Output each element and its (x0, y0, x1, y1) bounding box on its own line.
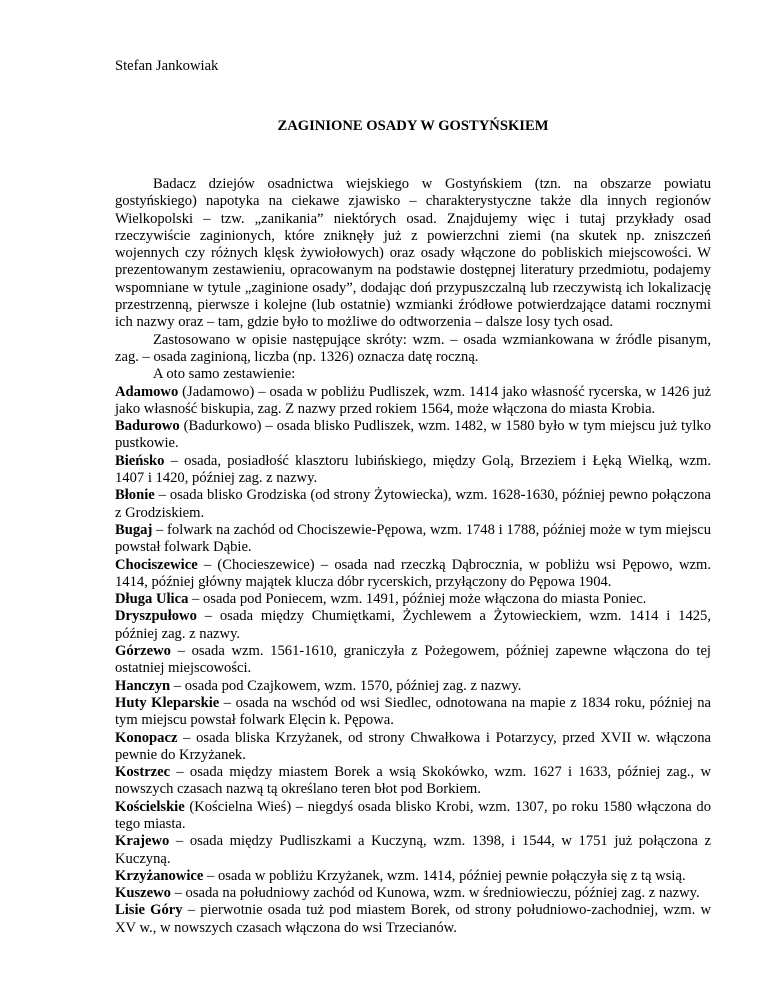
list-item (115, 678, 711, 695)
page-title: ZAGINIONE OSADY W GOSTYŃSKIEM (277, 118, 549, 134)
entry-name: Krajewo (115, 833, 170, 850)
list-item (115, 695, 711, 730)
entry-description: (Badurkowo) – osada blisko Pudliszek, wzm. 1482, w 1580 było w tym miejscu już tylko pustkowie. (115, 418, 711, 452)
entry-description: – osada pod Poniecem, wzm. 1491, później może włączona do miasta Poniec. (188, 591, 647, 608)
list-item (115, 833, 711, 868)
list-item (115, 522, 711, 557)
list-item (115, 902, 711, 937)
entry-name: Dryszpułowo (115, 608, 197, 625)
list-item (115, 764, 711, 799)
list-item (115, 384, 711, 419)
entry-name: Kościelskie (115, 798, 185, 815)
list-intro-paragraph: A oto samo zestawienie: (153, 366, 296, 383)
entry-name: Hanczyn (115, 677, 171, 694)
entry-name: Lisie Góry (115, 902, 183, 919)
document-page (115, 56, 711, 937)
entry-description: – osada na wschód od wsi Siedlec, odnotowana na mapie z 1834 roku, później na tym miejscu powstał folwark Elęcin k. Pępowa. (115, 694, 711, 729)
entry-description: – (Chocieszewice) – osada nad rzeczką Dąbrocznia, w pobliżu wsi Pępowo, wzm. 1414, później główny majątek klucza dóbr rycerskich, przyłączony do Pępowa 1904. (115, 556, 711, 590)
list-item (115, 885, 711, 902)
list-item (115, 591, 711, 608)
entry-name: Badurowo (115, 418, 180, 435)
list-item (115, 557, 711, 592)
entry-description: – osada, posiadłość klasztoru lubińskiego, między Golą, Brzeziem i Łęką Wielką, wzm. 1407 i 1420, później zag. z nazwy. (115, 452, 711, 487)
entries-list (115, 384, 711, 938)
list-item (115, 453, 711, 488)
entry-description: – osada wzm. 1561-1610, graniczyła z Pożegowem, później zapewne włączona do tej ostatniej miejscowości. (115, 643, 711, 677)
entry-description: – osada między Chumiętkami, Żychlewem a Żytowieckiem, wzm. 1414 i 1425, później zag. z nazwy. (115, 608, 711, 642)
entry-name: Bugaj (115, 521, 153, 538)
entry-description: – osada w pobliżu Krzyżanek, wzm. 1414, później pewnie połączyła się z tą wsią. (203, 867, 686, 884)
list-item (115, 643, 711, 678)
author-name: Stefan Jankowiak (115, 58, 219, 74)
entry-name: Kuszewo (115, 885, 171, 902)
entry-name: Konopacz (115, 729, 178, 746)
entry-name: Krzyżanowice (115, 867, 204, 884)
entry-description: – osada między miastem Borek a wsią Skokówko, wzm. 1627 i 1633, później zag., w nowszych czasach nazwą tą określano teren błot pod Borkiem. (115, 764, 711, 798)
list-item (115, 418, 711, 453)
entry-description: – osada blisko Grodziska (od strony Żytowiecka), wzm. 1628-1630, później pewno połączona z Grodziskiem. (115, 487, 711, 521)
list-item (115, 799, 711, 834)
entry-description: (Jadamowo) – osada w pobliżu Pudliszek, wzm. 1414 jako własność rycerska, w 1426 już jako własność biskupia, zag. Z nazwy przed rokiem 1564, może włączona do miasta Krobia. (115, 383, 711, 417)
entry-description: – folwark na zachód od Chociszewie-Pępowa, wzm. 1748 i 1788, później może w tym miejscu powstał folwark Dąbie. (115, 521, 711, 556)
entry-description: – osada bliska Krzyżanek, od strony Chwałkowa i Potarzycy, przed XVII w. włączona pewnie do Krzyżanek. (115, 729, 711, 763)
entry-name: Górzewo (115, 643, 171, 660)
entry-name: Adamowo (115, 383, 179, 400)
entry-name: Długa Ulica (115, 591, 189, 608)
list-item (115, 868, 711, 885)
entry-name: Błonie (115, 487, 155, 504)
list-item (115, 730, 711, 765)
entry-description: – osada pod Czajkowem, wzm. 1570, później zag. z nazwy. (170, 677, 522, 694)
entry-name: Huty Kleparskie (115, 694, 220, 711)
list-item (115, 487, 711, 522)
entry-description: – osada na południowy zachód od Kunowa, wzm. w średniowieczu, później zag. z nazwy. (170, 885, 700, 902)
abbreviations-paragraph: Zastosowano w opisie następujące skróty: wzm. – osada wzmiankowana w źródle pisanym, zag. – osada zaginioną, liczba (np. 1326) oznacza datę roczną. (115, 331, 711, 365)
entry-description: (Kościelna Wieś) – niegdyś osada blisko Krobi, wzm. 1307, po roku 1580 włączona do tego miasta. (115, 798, 711, 832)
entry-description: – pierwotnie osada tuż pod miastem Borek, od strony południowo-zachodniej, wzm. w XV w., w nowszych czasach włączona do wsi Trzecianów. (115, 902, 711, 936)
entry-name: Chociszewice (115, 556, 198, 573)
list-item (115, 608, 711, 643)
entry-name: Bieńsko (115, 452, 165, 469)
intro-paragraph: Badacz dziejów osadnictwa wiejskiego w Gostyńskiem (tzn. na obszarze powiatu gostyńskiego) napotyka na ciekawe zjawisko – charakterystyczne także dla innych regionów Wielkopolski – tzw. „zanikania” niektórych osad. Znajdujemy więc i tutaj przykłady osad rzeczywiście zaginionych, które zniknęły już z powierzchni ziemi (na skutek np. zniszczeń wojennych czy różnych klęsk żywiołowych) oraz osady włączone do pobliskich miejscowości. W prezentowanym zestawieniu, opracowanym na podstawie dostępnej literatury przedmiotu, podajemy wspomniane w tytule „zaginione osady”, dodając doń przypuszczalną lub rzeczywistą ich lokalizację przestrzenną, pierwsze i kolejne (lub ostatnie) wzmianki źródłowe potwierdzające datami rocznymi ich nazwy oraz – tam, gdzie było to możliwe do odtworzenia – dalsze losy tych osad. (115, 176, 711, 331)
entry-name: Kostrzec (115, 764, 171, 781)
entry-description: – osada między Pudliszkami a Kuczyną, wzm. 1398, i 1544, w 1751 już połączona z Kuczyną. (115, 833, 711, 867)
